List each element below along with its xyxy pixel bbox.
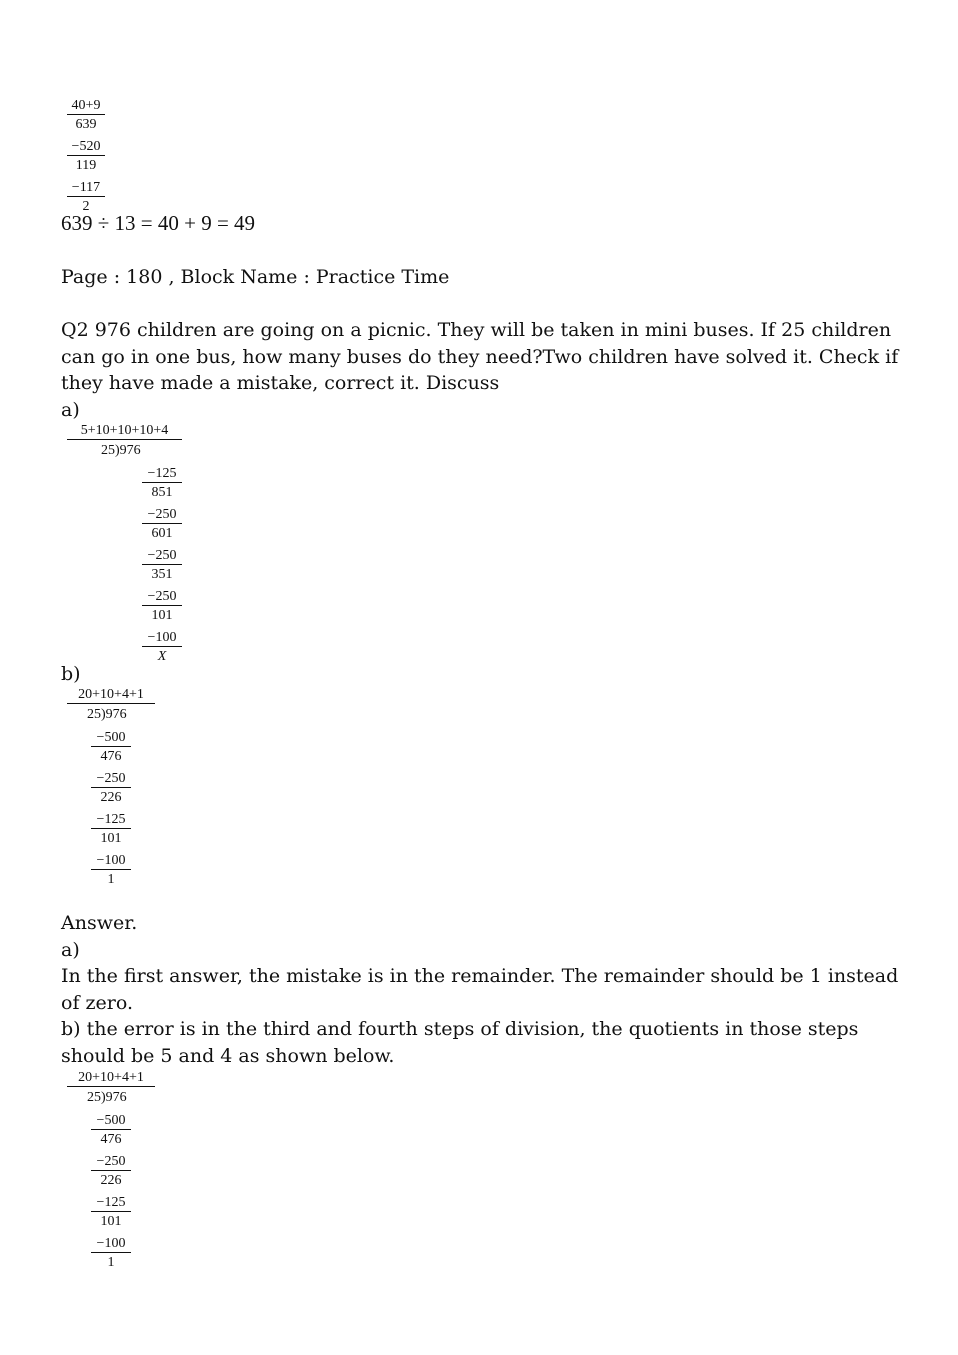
division-c-quotient: 20+10+4+1 [78,1070,144,1085]
answer-heading: Answer. [61,912,138,934]
top-division-sub-2: −117 [71,180,101,195]
division-b-quotient: 20+10+4+1 [78,687,144,702]
top-division-quotient: 40+9 [71,98,101,113]
division-a-rem-3: 351 [142,564,182,583]
division-b-rem-2: 226 [91,787,131,806]
division-a-sub-1: −125 [147,466,177,481]
division-a-quotient: 5+10+10+10+4 [80,423,169,438]
division-a-rem-2: 601 [142,523,182,542]
division-c-steps [91,1112,131,1271]
division-c-rem-4: 1 [91,1252,131,1271]
division-b-steps [91,729,131,888]
division-b-header [67,686,155,723]
division-c-dividend: 25)976 [67,1086,155,1106]
division-a-sub-2: −250 [147,507,177,522]
division-c-sub-4: −100 [96,1236,126,1251]
division-b-sub-2: −250 [96,771,126,786]
division-b-rem-1: 476 [91,746,131,765]
division-equation: 639 ÷ 13 = 40 + 9 = 49 [61,211,256,235]
division-a-steps [142,465,182,665]
division-c-sub-1: −500 [96,1113,126,1128]
division-a-rem-5: X [142,646,182,665]
division-c-header [67,1069,155,1106]
division-c-rem-2: 226 [91,1170,131,1189]
division-b-sub-4: −100 [96,853,126,868]
division-a-sub-4: −250 [147,589,177,604]
division-a-sub-5: −100 [147,630,177,645]
division-b-sub-3: −125 [96,812,126,827]
division-b-rem-3: 101 [91,828,131,847]
top-division-rem-2: 2 [67,196,105,215]
division-c-sub-2: −250 [96,1154,126,1169]
page-reference: Page : 180 , Block Name : Practice Time [61,266,450,288]
division-c-rem-3: 101 [91,1211,131,1230]
division-a-rem-4: 101 [142,605,182,624]
part-a-label: a) [61,399,80,421]
answer-b-text: b) the error is in the third and fourth steps of division, the quotients in those steps should be 5 and 4 as shown below. [61,1018,859,1067]
top-division-sub-1: −520 [71,139,101,154]
division-c-sub-3: −125 [96,1195,126,1210]
part-b-label: b) [61,663,81,685]
division-a-rem-1: 851 [142,482,182,501]
answer-a-text: In the first answer, the mistake is in the remainder. The remainder should be 1 instead of zero. [61,965,899,1014]
division-b-sub-1: −500 [96,730,126,745]
division-a-sub-3: −250 [147,548,177,563]
top-division-rem-1: 119 [67,155,105,174]
division-a-header [67,422,182,459]
top-division [67,97,105,215]
division-c-rem-1: 476 [91,1129,131,1148]
division-b-dividend: 25)976 [67,703,155,723]
top-division-dividend: 639 [67,114,105,133]
division-a-dividend: 25)976 [67,439,182,459]
division-b-rem-4: 1 [91,869,131,888]
question-text: Q2 976 children are going on a picnic. They will be taken in mini buses. If 25 children can go in one bus, how many buses do they need?Two children have solved it. Check if they have made a mistake, correct it. Discuss [61,319,899,394]
answer-a-label: a) [61,939,80,961]
